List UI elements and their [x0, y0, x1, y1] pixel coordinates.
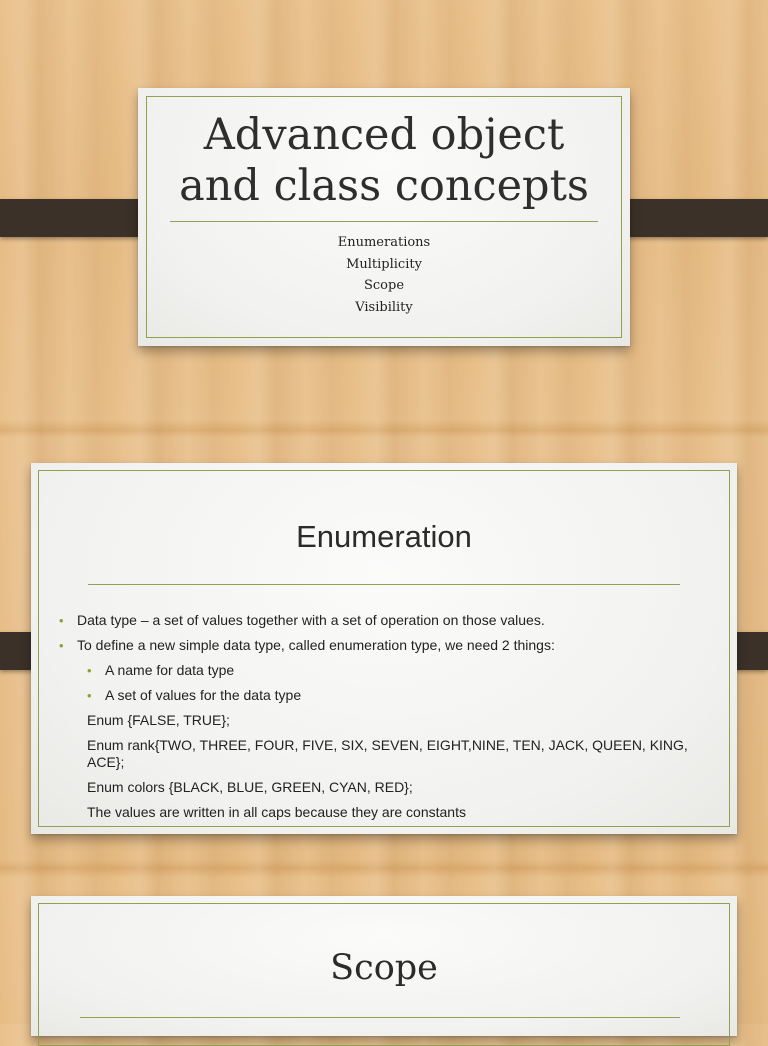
subtitle-item: Scope: [363, 278, 405, 293]
bullet-dot-icon: •: [59, 638, 64, 653]
body-line: The values are written in all caps because they are constants: [87, 804, 466, 820]
sub-bullet-item: [59, 687, 709, 704]
subtitle-list: [138, 232, 630, 318]
sub-bullet-text: A name for data type: [105, 662, 235, 678]
bullet-item: [59, 612, 709, 629]
title-divider: [88, 584, 680, 585]
bullet-dot-icon: •: [87, 688, 92, 703]
sub-bullet-item: [59, 662, 709, 679]
slide-title: [138, 110, 630, 212]
title-slide[interactable]: [138, 88, 630, 346]
title-divider: [80, 1017, 680, 1018]
title-line-1: Advanced object: [203, 110, 565, 160]
code-line: Enum rank{TWO, THREE, FOUR, FIVE, SIX, SEVEN, EIGHT,NINE, TEN, JACK, QUEEN, KING, ACE};: [87, 737, 688, 770]
title-line-2: and class concepts: [179, 161, 589, 211]
code-line: Enum {FALSE, TRUE};: [87, 712, 230, 728]
slide-body: [59, 612, 709, 829]
subtitle-item: Multiplicity: [346, 256, 422, 272]
bullet-dot-icon: •: [59, 613, 64, 628]
bullet-item: [59, 637, 709, 654]
strap-left-1: [0, 199, 156, 237]
bullet-text: Data type – a set of values together with a set of operation on those values.: [77, 612, 545, 628]
title-divider: [170, 221, 598, 222]
sub-bullet-text: A set of values for the data type: [105, 687, 302, 703]
scope-slide[interactable]: [31, 896, 737, 1036]
slide-title: Enumeration: [296, 519, 472, 554]
code-line: Enum colors {BLACK, BLUE, GREEN, CYAN, RED};: [87, 779, 413, 795]
bullet-dot-icon: •: [87, 663, 92, 678]
enumeration-slide[interactable]: [31, 463, 737, 834]
slide-title: Scope: [330, 948, 438, 988]
bullet-text: To define a new simple data type, called enumeration type, we need 2 things:: [77, 637, 555, 653]
strap-right-1: [612, 199, 768, 237]
subtitle-item: Visibility: [355, 299, 413, 315]
subtitle-item: Enumerations: [337, 235, 431, 250]
